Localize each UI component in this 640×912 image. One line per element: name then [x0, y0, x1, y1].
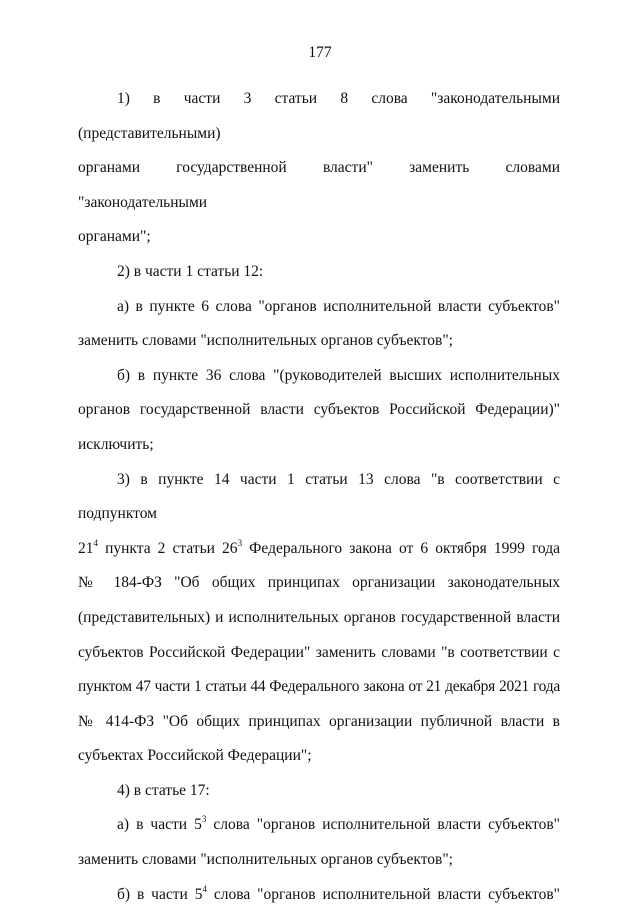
- paragraph-4: [78, 359, 560, 463]
- text-line: [78, 532, 560, 567]
- text-line: субъектах Российской Федерации";: [78, 747, 312, 765]
- text-line: исключить;: [78, 435, 154, 453]
- text-line: 4) в статье 17:: [117, 781, 210, 799]
- text-run: слова "органов исполнительной власти субъектов": [206, 816, 560, 834]
- paragraph-6: [78, 774, 560, 809]
- superscript: 4: [93, 537, 98, 548]
- text-line: [78, 808, 560, 843]
- text-line: а) в пункте 6 слова "органов исполнительной власти субъектов": [117, 297, 560, 315]
- paragraph-5: [78, 463, 560, 774]
- text-run: а) в части 5: [117, 816, 202, 834]
- page-number: 177: [308, 44, 332, 61]
- text-line: пунктом 47 части 1 статьи 44 Федерального закона от 21 декабря 2021 года: [78, 678, 560, 696]
- paragraph-3: [78, 290, 560, 359]
- text-line: органами";: [78, 228, 151, 246]
- document-body: [78, 82, 560, 912]
- text-line: 1) в части 3 статьи 8 слова "законодательными (представительными): [78, 90, 560, 142]
- text-run: б) в части 5: [117, 885, 203, 903]
- text-run: 21: [78, 539, 94, 557]
- text-line: заменить словами "исполнительных органов субъектов";: [78, 332, 453, 350]
- text-line: [78, 878, 560, 912]
- text-line: субъектов Российской Федерации" заменить словами "в соответствии с: [78, 643, 560, 661]
- superscript: 3: [237, 537, 243, 548]
- paragraph-7: [78, 808, 560, 877]
- superscript: 3: [201, 814, 207, 825]
- text-line: органами государственной власти" заменить словами "законодательными: [78, 159, 560, 211]
- text-line: 2) в части 1 статьи 12:: [117, 262, 264, 280]
- text-run: пункта 2 статьи 26: [98, 539, 238, 557]
- text-run: Федерального закона от 6 октября 1999 года: [242, 539, 561, 557]
- text-run: слова "органов исполнительной власти субъектов": [206, 885, 560, 903]
- text-line: заменить словами "исполнительных органов субъектов";: [78, 851, 453, 869]
- text-line: № 184-ФЗ "Об общих принципах организации законодательных: [78, 574, 560, 592]
- text-line: № 414-ФЗ "Об общих принципах организации публичной власти в: [78, 712, 560, 730]
- superscript: 4: [202, 883, 207, 894]
- text-line: б) в пункте 36 слова "(руководителей высших исполнительных: [117, 366, 560, 384]
- text-line: 3) в пункте 14 части 1 статьи 13 слова "в соответствии с подпунктом: [78, 470, 560, 523]
- paragraph-2: [78, 255, 560, 290]
- text-line: (представительных) и исполнительных органов государственной власти: [78, 608, 560, 626]
- text-line: органов государственной власти субъектов Российской Федерации)": [78, 401, 560, 419]
- paragraph-1: [78, 82, 560, 255]
- paragraph-8: [78, 878, 560, 912]
